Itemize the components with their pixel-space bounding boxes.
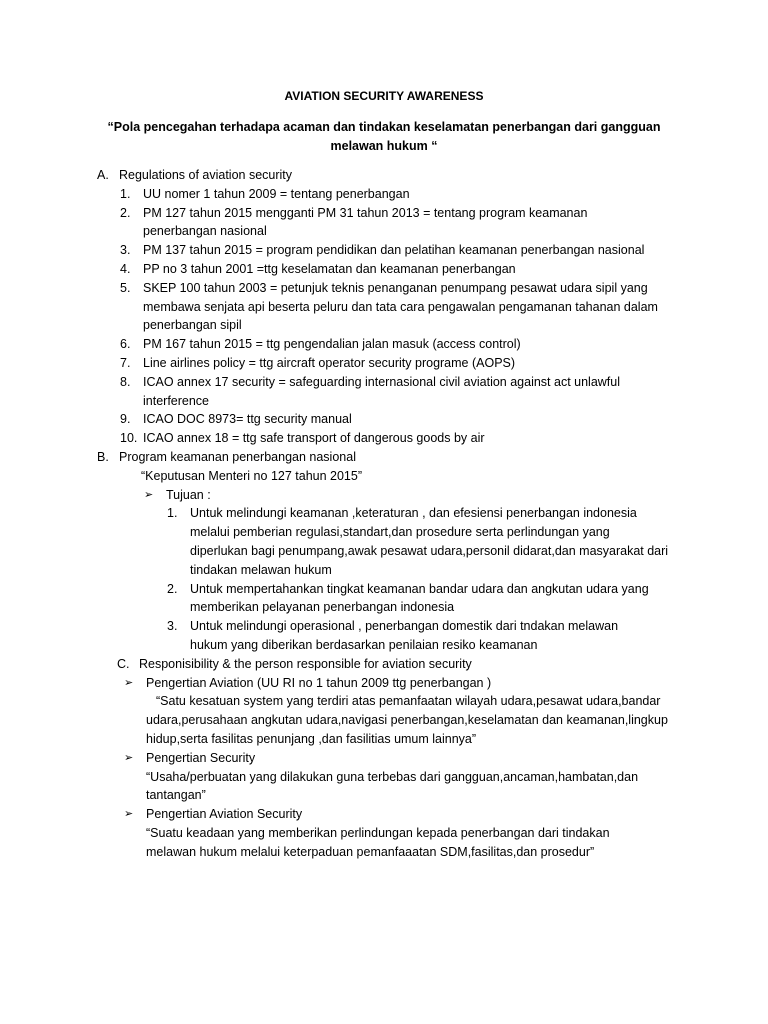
bullet-definition-row — [0, 692, 768, 748]
list-item-text: PM 127 tahun 2015 mengganti PM 31 tahun 2013 = tentang program keamanan penerbangan nasional — [143, 205, 588, 239]
section-b-quote-row — [0, 467, 768, 486]
bullet-label: Pengertian Security — [146, 750, 256, 765]
list-item-text: PM 167 tahun 2015 = ttg pengendalian jalan masuk (access control) — [143, 337, 521, 352]
list-item-text: UU nomer 1 tahun 2009 = tentang penerbangan — [143, 186, 410, 201]
list-item-number: 4. — [120, 261, 131, 276]
list-item-number: 3. — [120, 243, 131, 258]
list-item — [0, 580, 768, 618]
section-c-bullet — [0, 674, 768, 693]
section-b-bullet-label: Tujuan : — [166, 487, 211, 502]
section-b-bullet — [0, 486, 768, 505]
section-c-marker: C. — [117, 656, 130, 671]
section-b-title: Program keamanan penerbangan nasional — [119, 449, 356, 464]
section-c-bullet — [0, 805, 768, 824]
list-item — [0, 204, 768, 242]
list-item-number: 7. — [120, 355, 131, 370]
arrow-bullet-icon: ➢ — [144, 488, 154, 501]
section-b-quote: “Keputusan Menteri no 127 tahun 2015” — [141, 468, 362, 483]
arrow-bullet-icon: ➢ — [124, 808, 134, 821]
list-item-text: SKEP 100 tahun 2003 = petunjuk teknis penanganan penumpang pesawat udara sipil yang membawa senjata api beserta peluru dan tata cara pengawalan pengamanan tahanan dalam penerbangan sipil — [143, 280, 658, 333]
list-item-number: 5. — [120, 280, 131, 295]
section-a-marker: A. — [97, 168, 109, 182]
document-body — [0, 166, 768, 861]
document-title: AVIATION SECURITY AWARENESS — [284, 89, 484, 103]
list-item-text: Untuk melindungi operasional , penerbangan domestik dari tndakan melawan hukum yang diberikan berdasarkan penilaian resiko keamanan — [190, 619, 619, 652]
list-item-number: 2. — [167, 581, 178, 596]
list-item-text: ICAO annex 18 = ttg safe transport of dangerous goods by air — [143, 431, 485, 446]
list-item — [0, 429, 768, 448]
list-item — [0, 373, 768, 411]
section-b-marker: B. — [97, 449, 109, 464]
section-a-heading — [0, 166, 768, 185]
list-item — [0, 354, 768, 373]
list-item-number: 1. — [167, 506, 178, 521]
section-a-title: Regulations of aviation security — [119, 168, 293, 182]
list-item — [0, 279, 768, 335]
list-item-number: 2. — [120, 205, 131, 220]
bullet-definition-row — [0, 824, 768, 862]
list-item — [0, 617, 768, 655]
section-b-heading — [0, 448, 768, 467]
arrow-bullet-icon: ➢ — [124, 676, 134, 689]
section-c-title: Responisibility & the person responsible for aviation security — [139, 656, 472, 671]
section-c-bullet — [0, 749, 768, 768]
list-item-number: 10. — [120, 431, 138, 446]
list-item — [0, 185, 768, 204]
list-item-number: 8. — [120, 374, 131, 389]
list-item-text: PM 137 tahun 2015 = program pendidikan dan pelatihan keamanan penerbangan nasional — [143, 243, 645, 258]
bullet-definition: “Usaha/perbuatan yang dilakukan guna terbebas dari gangguan,ancaman,hambatan,dan tantangan” — [146, 769, 639, 803]
list-item — [0, 504, 768, 579]
list-item-number: 6. — [120, 337, 131, 352]
list-item — [0, 410, 768, 429]
section-c-heading — [0, 655, 768, 674]
bullet-label: Pengertian Aviation Security — [146, 807, 303, 822]
list-item-text: PP no 3 tahun 2001 =ttg keselamatan dan keamanan penerbangan — [143, 261, 516, 276]
list-item — [0, 241, 768, 260]
list-item-text: Untuk mempertahankan tingkat keamanan bandar udara dan angkutan udara yang memberikan pelayanan penerbangan indonesia — [190, 581, 649, 615]
bullet-definition: “Satu kesatuan system yang terdiri atas pemanfaatan wilayah udara,pesawat udara,bandar udara,perusahaan angkutan udara,navigasi penerbangan,keselamatan dan keamanan,lingkup hidup,serta fasilitas penunjang ,dan fasilitias umum lainnya” — [146, 694, 668, 746]
bullet-label: Pengertian Aviation (UU RI no 1 tahun 2009 ttg penerbangan ) — [146, 675, 492, 690]
list-item-text: Line airlines policy = ttg aircraft operator security programe (AOPS) — [143, 355, 516, 370]
bullet-definition: “Suatu keadaan yang memberikan perlindungan kepada penerbangan dari tindakan melawan hukum melalui keterpaduan pemanfaaatan SDM,fasilitas,dan prosedur” — [146, 825, 610, 859]
list-item-text: ICAO annex 17 security = safeguarding internasional civil aviation against act unlawful interference — [143, 374, 621, 408]
list-item — [0, 260, 768, 279]
list-item-text: Untuk melindungi keamanan ,keteraturan , dan efesiensi penerbangan indonesia melalui pemberian regulasi,standart,dan prosedure serta perlindungan yang diperlukan bagi penumpang,awak pesawat udara,personil didarat,dan masyarakat dari tindakan melawan hukum — [190, 506, 669, 577]
arrow-bullet-icon: ➢ — [124, 751, 134, 764]
list-item-text: ICAO DOC 8973= ttg security manual — [143, 412, 352, 427]
bullet-definition-row — [0, 768, 768, 806]
list-item-number: 1. — [120, 186, 131, 201]
list-item-number: 3. — [167, 619, 178, 634]
list-item-number: 9. — [120, 412, 131, 427]
document-subtitle: “Pola pencegahan terhadapa acaman dan tindakan keselamatan penerbangan dari gangguan melawan hukum “ — [107, 120, 661, 153]
list-item — [0, 335, 768, 354]
